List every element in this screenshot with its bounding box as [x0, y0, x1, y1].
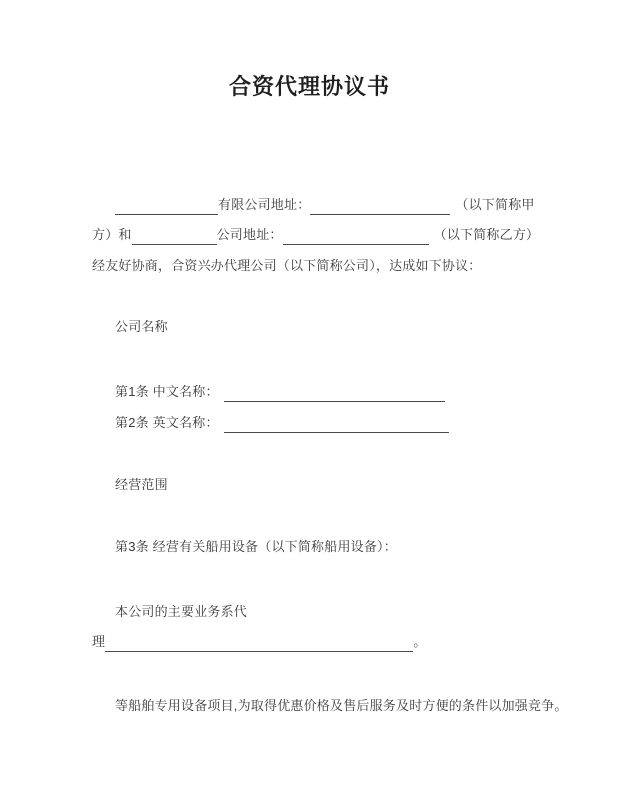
blank-english-name [224, 418, 449, 433]
article-1-line [115, 383, 445, 400]
main-business-prefix: 理 [92, 634, 106, 649]
intro-line-3: 经友好协商，合资兴办代理公司（以下简称公司），达成如下协议： [92, 258, 482, 273]
intro-line-2 [92, 226, 539, 243]
article-2-line [115, 414, 449, 431]
intro-line2-label1: 公司地址： [216, 227, 283, 242]
blank-company-b-address [283, 230, 429, 245]
closing-line: 等船舶专用设备项目,为取得优惠价格及售后服务及时方便的条件以加强竞争。 [115, 698, 568, 713]
blank-company-a-name [115, 200, 218, 215]
intro-line1-label1: 有限公司地址： [218, 197, 311, 212]
blank-chinese-name [224, 387, 445, 402]
main-business-line-2 [92, 633, 426, 650]
section-heading-company-name: 公司名称 [115, 319, 168, 334]
intro-line1-label2: （以下简称甲 [455, 197, 535, 212]
intro-line2-label2: （以下简称乙方） [433, 227, 540, 242]
main-business-line-1: 本公司的主要业务系代 [115, 604, 248, 619]
article-3-line: 第3条 经营有关船用设备（以下简称船用设备）： [115, 539, 397, 554]
section-heading-business-scope: 经营范围 [115, 477, 168, 492]
article-2-label: 第2条 英文名称： [115, 415, 219, 430]
article-1-label: 第1条 中文名称： [115, 384, 219, 399]
document-title: 合资代理协议书 [228, 74, 390, 99]
blank-main-business [105, 637, 413, 652]
intro-line-1 [92, 196, 535, 213]
intro-line2-prefix: 方）和 [92, 227, 132, 242]
main-business-suffix: 。 [413, 634, 427, 649]
blank-company-a-address [310, 200, 450, 215]
blank-company-b-name [132, 230, 217, 245]
